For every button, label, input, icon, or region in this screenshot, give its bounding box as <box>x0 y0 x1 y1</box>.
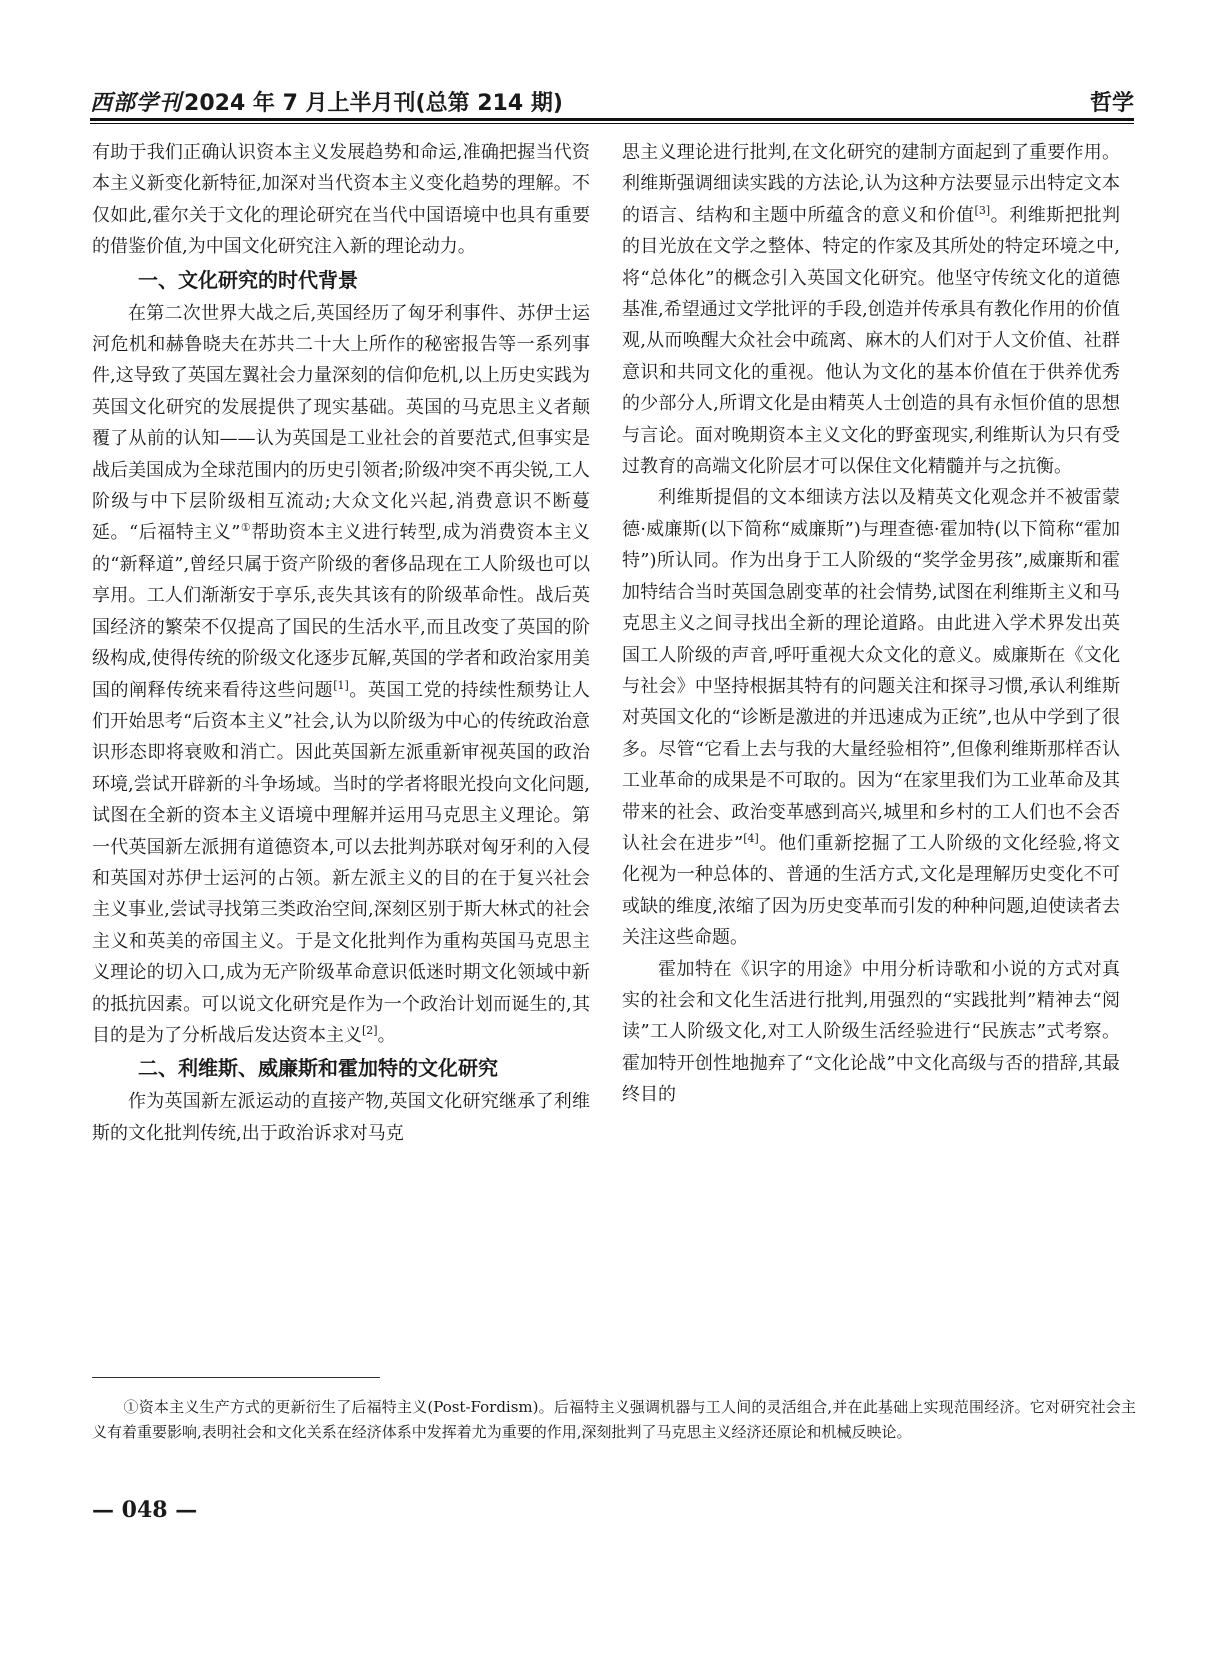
footnote-divider <box>92 1377 380 1378</box>
header-rule-thick <box>90 118 1134 121</box>
paragraph: 有助于我们正确认识资本主义发展趋势和命运,准确把握当代资本主义新变化新特征,加深对当代资本主义变化趋势的理解。不仅如此,霍尔关于文化的理论研究在当代中国语境中也具有重要的借鉴价值,为中国文化研究注入新的理论动力。 <box>92 142 590 258</box>
citation-ref-1[interactable]: [1] <box>333 678 349 692</box>
paragraph: 霍加特在《识字的用途》中用分析诗歌和小说的方式对真实的社会和文化生活进行批判,用强烈的“实践批判”精神去“阅读”工人阶级文化,对工人阶级生活经验进行“民族志”式考察。霍加特开创性地抛弃了“文化论战”中文化高级与否的措辞,其最终目的 <box>622 958 1120 1106</box>
paragraph: 利维斯提倡的文本细读方法以及精英文化观念并不被雷蒙德·威廉斯(以下简称“威廉斯”)与理查德·霍加特(以下简称“霍加特”)所认同。作为出身于工人阶级的“奖学金男孩”,威廉斯和霍加特结合当时英国急剧变革的社会情势,试图在利维斯主义和马克思主义之间寻找出全新的理论道路。由此进入学术界发出英国工人阶级的声音,呼吁重视大众文化的意义。威廉斯在《文化与社会》中坚持根据其特有的问题关注和探寻习惯,承认利维斯对英国文化的“诊断是激进的并迅速成为正统”,也从中学到了很多。尽管“它看上去与我的大量经验相符”,但像利维斯那样否认工业革命的成果是不可取的。因为“在家里我们为工业革命及其带来的社会、政治变革感到高兴,城里和乡村的工人们也不会否认社会在进步”[4]。他们重新挖掘了工人阶级的文化经验,将文化视为一种总体的、普通的生活方式,文化是理解历史变化不可或缺的维度,浓缩了因为历史变革而引发的种种问题,迫使读者去关注这些命题。 <box>622 487 1120 949</box>
section-label: 哲学 <box>1089 91 1134 116</box>
citation-ref-4[interactable]: [4] <box>743 831 759 845</box>
header-rule-thin <box>90 123 1134 124</box>
footnote: ①资本主义生产方式的更新衍生了后福特主义(Post-Fordism)。后福特主义强调机器与工人间的灵活组合,并在此基础上实现范围经济。它对研究社会主义有着重要影响,表明社会和文化关系在经济体系中发挥着尤为重要的作用,深刻批判了马克思主义经济还原论和机械反映论。 <box>92 1398 1136 1441</box>
right-column <box>622 137 1120 1111</box>
paragraph: 思主义理论进行批判,在文化研究的建制方面起到了重要作用。利维斯强调细读实践的方法论,认为这种方法要显示出特定文本的语言、结构和主题中所蕴含的意义和价值[3]。利维斯把批判的目光放在文学之整体、特定的作家及其所处的特定环境之中,将“总体化”的概念引入英国文化研究。他坚守传统文化的道德基准,希望通过文学批评的手段,创造并传承具有教化作用的价值观,从而唤醒大众社会中疏离、麻木的人们对于人文价值、社群意识和共同文化的重视。他认为文化的基本价值在于供养优秀的少部分人,所谓文化是由精英人士创造的具有永恒价值的思想与言论。面对晚期资本主义文化的野蛮现实,利维斯认为只有受过教育的高端文化阶层才可以保住文化精髓并与之抗衡。 <box>622 142 1121 478</box>
paragraph: 在第二次世界大战之后,英国经历了匈牙利事件、苏伊士运河危机和赫鲁晓夫在苏共二十大上所作的秘密报告等一系列事件,这导致了英国左翼社会力量深刻的信仰危机,以上历史实践为英国文化研究的发展提供了现实基础。英国的马克思主义者颠覆了从前的认知——认为英国是工业社会的首要范式,但事实是战后美国成为全球范围内的历史引领者;阶级冲突不再尖锐,工人阶级与中下层阶级相互流动;大众文化兴起,消费意识不断蔓延。“后福特主义”①帮助资本主义进行转型,成为消费资本主义的“新释道”,曾经只属于资产阶级的奢侈品现在工人阶级也可以享用。工人们渐渐安于享乐,丧失其该有的阶级革命性。战后英国经济的繁荣不仅提高了国民的生活水平,而且改变了英国的阶级构成,使得传统的阶级文化逐步瓦解,英国的学者和政治家用美国的阐释传统来看待这些问题[1]。英国工党的持续性颓势让人们开始思考“后资本主义”社会,认为以阶级为中心的传统政治意识形态即将衰败和消亡。因此英国新左派重新审视英国的政治环境,尝试开辟新的斗争场域。当时的学者将眼光投向文化问题,试图在全新的资本主义语境中理解并运用马克思主义理论。第一代英国新左派拥有道德资本,可以去批判苏联对匈牙利的入侵和英国对苏伊士运河的占领。新左派主义的目的在于复兴社会主义事业,尝试寻找第三类政治空间,深刻区别于斯大林式的社会主义和英美的帝国主义。于是文化批判作为重构英国马克思主义理论的切入口,成为无产阶级革命意识低迷时期文化领域中新的抵抗因素。可以说文化研究是作为一个政治计划而诞生的,其目的是为了分析战后发达资本主义[2]。 <box>92 302 590 1046</box>
page-number: — 048 — <box>92 1497 198 1523</box>
footnote-marker[interactable]: ① <box>240 521 252 535</box>
page-header <box>90 80 1134 120</box>
section-heading-2: 二、利维斯、威廉斯和霍加特的文化研究 <box>138 1056 498 1081</box>
citation-ref-2[interactable]: [2] <box>362 1023 378 1037</box>
journal-logo: 西部学刊 <box>90 90 183 116</box>
left-column <box>92 137 590 1149</box>
section-heading-1: 一、文化研究的时代背景 <box>138 267 358 292</box>
journal-title <box>90 86 563 117</box>
issue-info: 2024 年 7 月上半月刊(总第 214 期) <box>184 91 563 116</box>
paragraph: 作为英国新左派运动的直接产物,英国文化研究继承了利维斯的文化批判传统,出于政治诉求对马克 <box>92 1091 590 1144</box>
citation-ref-3[interactable]: [3] <box>974 203 991 217</box>
